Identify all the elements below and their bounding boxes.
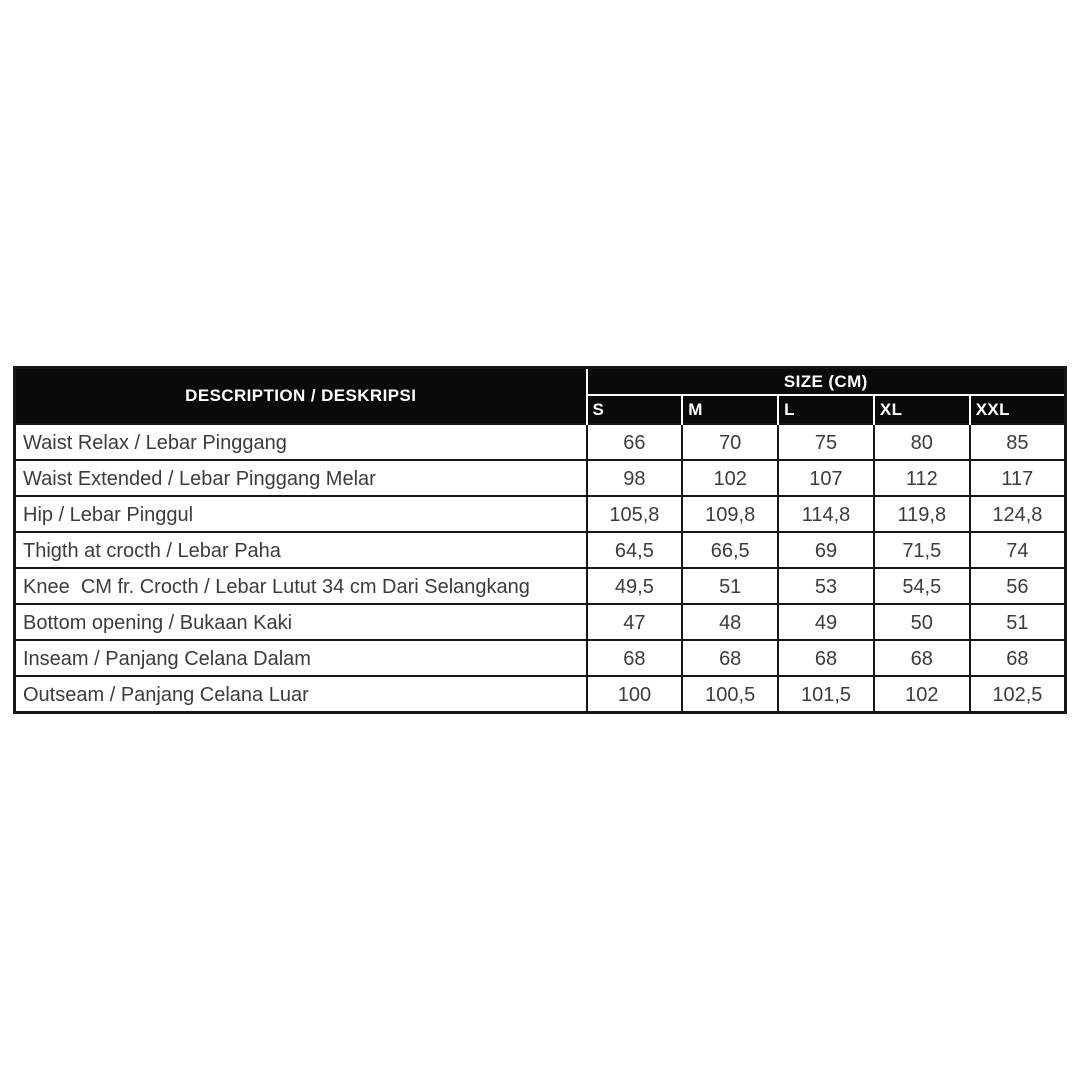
- value-cell: 117: [970, 460, 1066, 496]
- value-cell: 102: [874, 676, 970, 713]
- value-cell: 69: [778, 532, 874, 568]
- value-cell: 100,5: [682, 676, 778, 713]
- value-cell: 119,8: [874, 496, 970, 532]
- value-cell: 53: [778, 568, 874, 604]
- value-cell: 114,8: [778, 496, 874, 532]
- value-cell: 101,5: [778, 676, 874, 713]
- value-cell: 50: [874, 604, 970, 640]
- value-cell: 105,8: [587, 496, 683, 532]
- size-col-header-l: L: [778, 395, 874, 424]
- table-row: [15, 424, 1066, 460]
- row-label-cell: Outseam / Panjang Celana Luar: [15, 676, 587, 713]
- table-row: [15, 676, 1066, 713]
- value-cell: 56: [970, 568, 1066, 604]
- value-cell: 66,5: [682, 532, 778, 568]
- value-cell: 51: [682, 568, 778, 604]
- row-label-cell: Thigth at crocth / Lebar Paha: [15, 532, 587, 568]
- size-chart-table: [13, 366, 1067, 714]
- value-cell: 68: [778, 640, 874, 676]
- row-label-cell: Hip / Lebar Pinggul: [15, 496, 587, 532]
- value-cell: 112: [874, 460, 970, 496]
- value-cell: 68: [587, 640, 683, 676]
- table-body: [15, 424, 1066, 713]
- row-label-cell: Knee CM fr. Crocth / Lebar Lutut 34 cm Dari Selangkang: [15, 568, 587, 604]
- row-label-cell: Inseam / Panjang Celana Dalam: [15, 640, 587, 676]
- value-cell: 51: [970, 604, 1066, 640]
- value-cell: 102: [682, 460, 778, 496]
- row-label-cell: Waist Extended / Lebar Pinggang Melar: [15, 460, 587, 496]
- size-col-header-xl: XL: [874, 395, 970, 424]
- value-cell: 85: [970, 424, 1066, 460]
- table-row: [15, 532, 1066, 568]
- table-row: [15, 568, 1066, 604]
- table-header: [15, 368, 1066, 425]
- value-cell: 70: [682, 424, 778, 460]
- size-col-header-s: S: [587, 395, 683, 424]
- value-cell: 80: [874, 424, 970, 460]
- value-cell: 68: [874, 640, 970, 676]
- table-row: [15, 460, 1066, 496]
- size-header-cell: SIZE (CM): [587, 368, 1066, 396]
- value-cell: 68: [970, 640, 1066, 676]
- size-col-header-m: M: [682, 395, 778, 424]
- value-cell: 54,5: [874, 568, 970, 604]
- value-cell: 64,5: [587, 532, 683, 568]
- value-cell: 48: [682, 604, 778, 640]
- value-cell: 49,5: [587, 568, 683, 604]
- value-cell: 71,5: [874, 532, 970, 568]
- row-label-cell: Bottom opening / Bukaan Kaki: [15, 604, 587, 640]
- value-cell: 74: [970, 532, 1066, 568]
- value-cell: 98: [587, 460, 683, 496]
- table-row: [15, 640, 1066, 676]
- size-col-header-xxl: XXL: [970, 395, 1066, 424]
- value-cell: 68: [682, 640, 778, 676]
- row-label-cell: Waist Relax / Lebar Pinggang: [15, 424, 587, 460]
- value-cell: 102,5: [970, 676, 1066, 713]
- value-cell: 124,8: [970, 496, 1066, 532]
- table-row: [15, 496, 1066, 532]
- value-cell: 100: [587, 676, 683, 713]
- header-row-top: [15, 368, 1066, 396]
- value-cell: 49: [778, 604, 874, 640]
- description-header-cell: DESCRIPTION / DESKRIPSI: [15, 368, 587, 425]
- value-cell: 109,8: [682, 496, 778, 532]
- value-cell: 47: [587, 604, 683, 640]
- value-cell: 75: [778, 424, 874, 460]
- value-cell: 66: [587, 424, 683, 460]
- value-cell: 107: [778, 460, 874, 496]
- table-row: [15, 604, 1066, 640]
